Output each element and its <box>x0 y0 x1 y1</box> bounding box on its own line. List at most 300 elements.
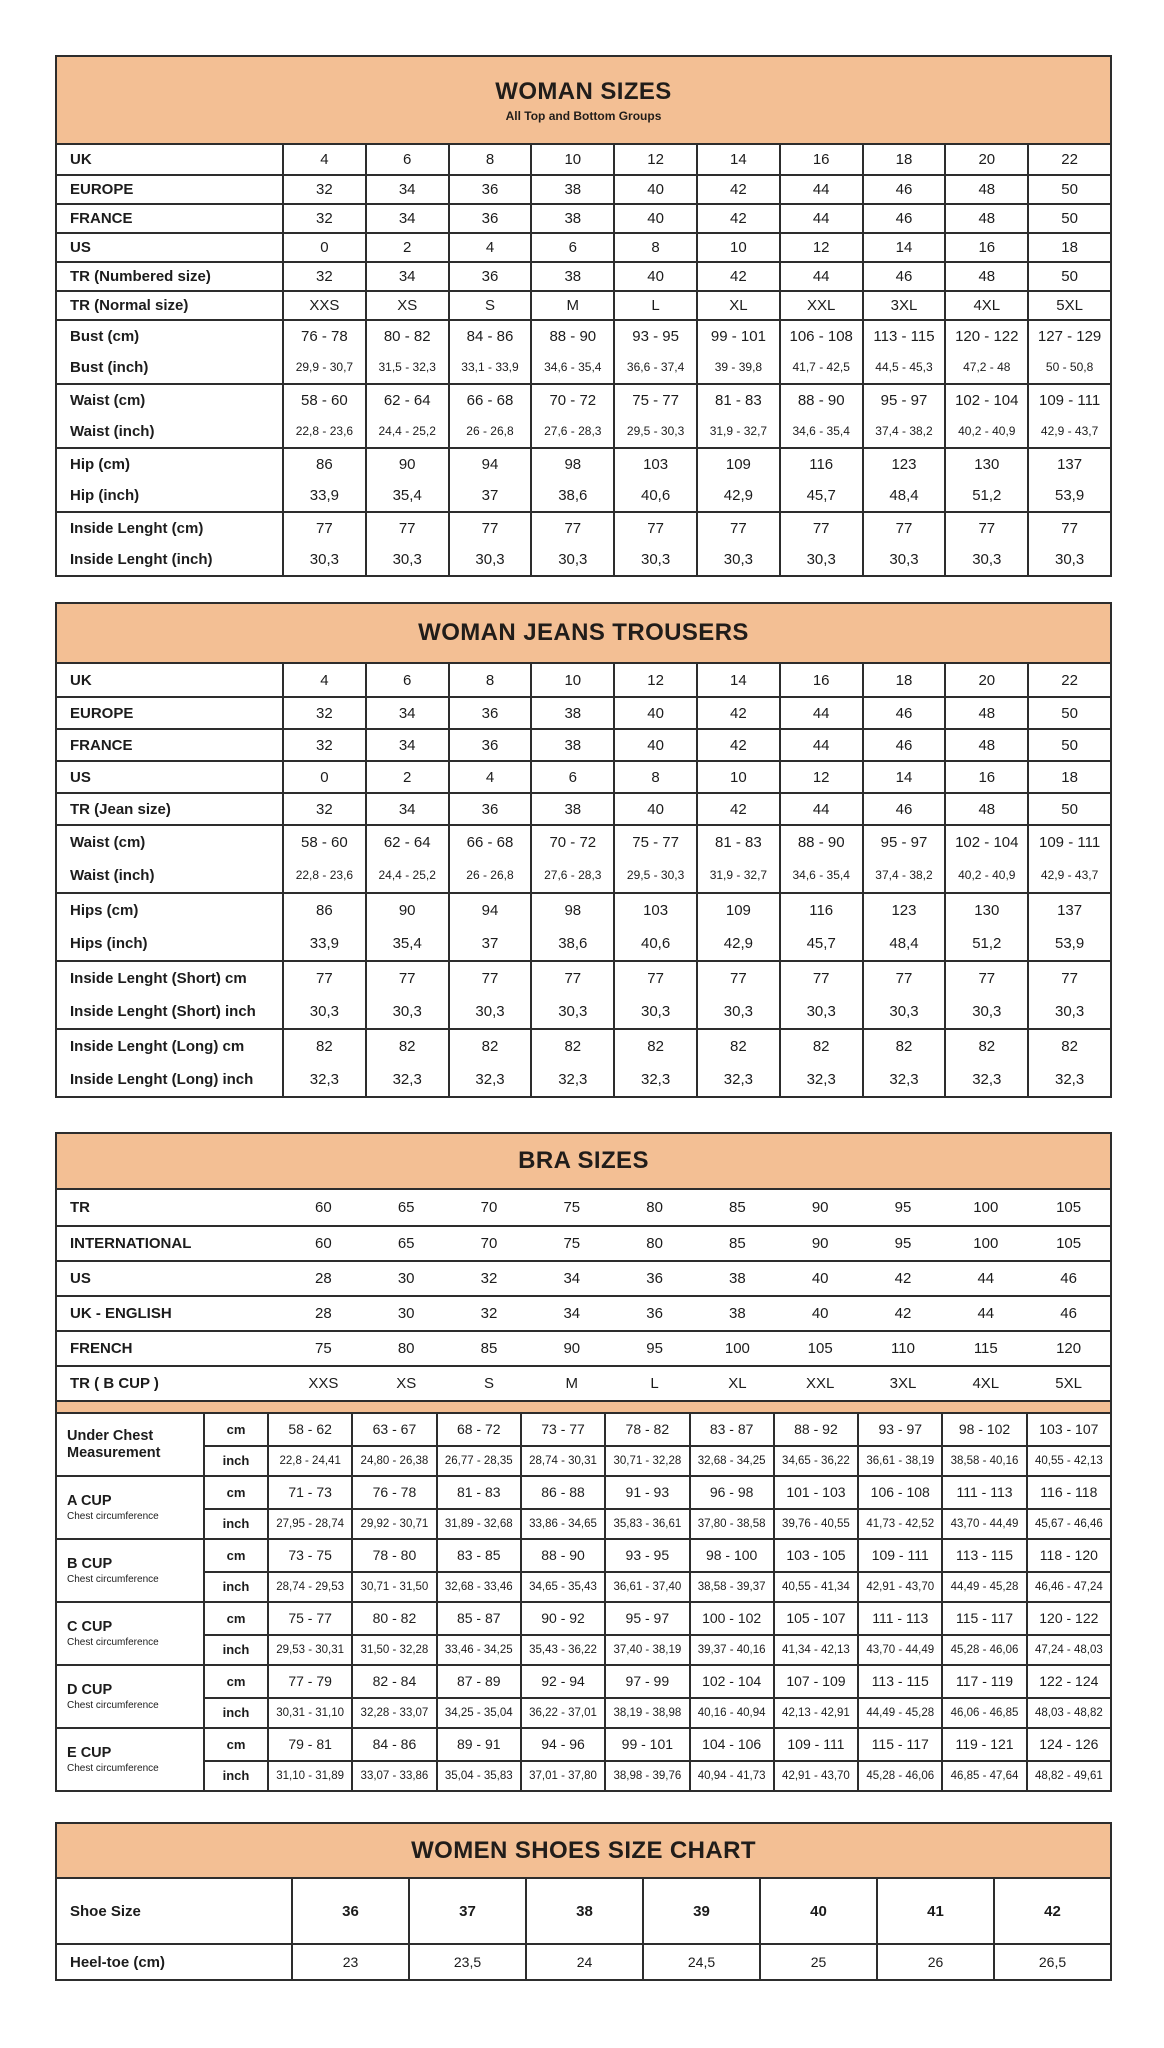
row-label: FRANCE <box>70 210 133 227</box>
size-value: 34 <box>365 698 448 728</box>
cup-cm-value: 71 - 73 <box>267 1477 351 1508</box>
size-value: 38,6 <box>530 479 613 511</box>
size-value: XS <box>396 1375 417 1392</box>
size-value: 14 <box>862 234 945 261</box>
women-shoes-table <box>55 1822 1112 1981</box>
size-value: 75 <box>563 1235 581 1252</box>
cup-cm-value: 103 - 105 <box>773 1540 857 1571</box>
size-value: 14 <box>696 664 779 696</box>
size-value: 46 <box>862 263 945 290</box>
size-value: 37,4 - 38,2 <box>862 858 945 892</box>
size-value: 5XL <box>1055 1375 1082 1392</box>
size-value: 50 - 50,8 <box>1027 351 1110 383</box>
size-value: 8 <box>448 664 531 696</box>
size-value: 95 <box>894 1235 912 1252</box>
size-value: 34 <box>365 263 448 290</box>
cup-inch-value: 31,50 - 32,28 <box>351 1634 435 1665</box>
size-value: 29,5 - 30,3 <box>613 858 696 892</box>
woman-sizes-subtitle: All Top and Bottom Groups <box>505 108 662 123</box>
row-label: FRENCH <box>70 1340 133 1357</box>
size-value: S <box>483 1375 494 1392</box>
size-value: 77 <box>365 513 448 543</box>
cup-cm-value: 95 - 97 <box>604 1603 688 1634</box>
cup-inch-value: 32,68 - 34,25 <box>689 1445 773 1476</box>
size-value: 27,6 - 28,3 <box>530 415 613 447</box>
size-value: 32,3 <box>365 1062 448 1096</box>
size-value: 10 <box>696 234 779 261</box>
size-row-inside-lenght-short-inch <box>57 994 1110 1028</box>
size-value: 77 <box>696 513 779 543</box>
size-row-heel-toe-cm <box>57 1943 1110 1979</box>
size-value: 77 <box>613 962 696 994</box>
cup-inch-value: 42,13 - 42,91 <box>773 1697 857 1728</box>
cup-inch-value: 42,91 - 43,70 <box>773 1760 857 1791</box>
size-value: 98 <box>530 894 613 926</box>
size-value: 36 <box>448 698 531 728</box>
size-value: 116 <box>779 449 862 479</box>
cup-cm-value: 84 - 86 <box>351 1729 435 1760</box>
size-value: 37 <box>448 926 531 960</box>
cup-cm-value: 96 - 98 <box>689 1477 773 1508</box>
size-value: 44 <box>977 1270 995 1287</box>
cup-cm-value: 107 - 109 <box>773 1666 857 1697</box>
bra-sizes-header <box>57 1134 1110 1190</box>
size-value: 82 <box>1027 1030 1110 1062</box>
size-row-waist-cm <box>57 824 1110 858</box>
size-value: 30,3 <box>530 543 613 575</box>
size-value: 77 <box>944 513 1027 543</box>
size-value: 102 - 104 <box>944 385 1027 415</box>
size-value: 22 <box>1027 664 1110 696</box>
cup-inch-value: 46,85 - 47,64 <box>941 1760 1025 1791</box>
size-value: 38 <box>530 730 613 760</box>
cup-inch-value: 30,71 - 32,28 <box>604 1445 688 1476</box>
row-label: TR ( B CUP ) <box>70 1375 159 1392</box>
cup-inch-value: 40,16 - 40,94 <box>689 1697 773 1728</box>
size-value: 30,3 <box>944 543 1027 575</box>
cup-label <box>57 1729 203 1790</box>
cup-cm-value: 90 - 92 <box>520 1603 604 1634</box>
size-value: 88 - 90 <box>779 826 862 858</box>
size-value: 120 <box>1056 1340 1082 1357</box>
size-value: 40 <box>613 263 696 290</box>
size-value: 0 <box>282 234 365 261</box>
size-value: 37 <box>408 1879 525 1943</box>
row-label: Hip (cm) <box>70 455 130 473</box>
row-label: UK <box>70 151 92 168</box>
size-value: 40 <box>613 794 696 824</box>
size-value: 95 <box>894 1199 912 1216</box>
cup-cm-value: 89 - 91 <box>436 1729 520 1760</box>
size-value: 20 <box>944 145 1027 174</box>
size-value: 46 <box>1060 1305 1077 1322</box>
size-row-uk <box>57 664 1110 696</box>
size-value: 12 <box>779 762 862 792</box>
size-value: L <box>613 292 696 319</box>
size-value: 44 <box>779 176 862 203</box>
size-row-hip-inch <box>57 479 1110 511</box>
cup-label-main: Under Chest Measurement <box>67 1427 161 1461</box>
cup-inch-value: 45,28 - 46,06 <box>941 1634 1025 1665</box>
cup-inch-value: 24,80 - 26,38 <box>351 1445 435 1476</box>
cup-label <box>57 1477 203 1538</box>
size-value: 34 <box>365 205 448 232</box>
size-value: 77 <box>696 962 779 994</box>
size-value: 8 <box>613 234 696 261</box>
cup-cm-value: 98 - 100 <box>689 1540 773 1571</box>
cup-cm-value: 85 - 87 <box>436 1603 520 1634</box>
size-row-uk <box>57 145 1110 174</box>
cup-label <box>57 1603 203 1664</box>
size-value: 4 <box>448 234 531 261</box>
size-value: 77 <box>448 962 531 994</box>
size-value: 10 <box>530 664 613 696</box>
cup-inch-value: 34,65 - 36,22 <box>773 1445 857 1476</box>
cup-cm-value: 117 - 119 <box>941 1666 1025 1697</box>
cup-inch-value: 37,40 - 38,19 <box>604 1634 688 1665</box>
size-value: 36 <box>448 205 531 232</box>
unit-inch-label: inch <box>203 1445 267 1476</box>
size-value: 16 <box>944 234 1027 261</box>
size-value: 30,3 <box>779 994 862 1028</box>
cup-inch-value: 36,22 - 37,01 <box>520 1697 604 1728</box>
size-value: 35,4 <box>365 926 448 960</box>
size-value: 77 <box>862 962 945 994</box>
woman-jeans-table <box>55 602 1112 1098</box>
size-row-hip-cm <box>57 447 1110 479</box>
size-value: 14 <box>862 762 945 792</box>
size-value: 40 <box>759 1879 876 1943</box>
size-row-shoe-size <box>57 1879 1110 1943</box>
size-value: 36 <box>448 730 531 760</box>
cup-cm-value: 100 - 102 <box>689 1603 773 1634</box>
row-label: US <box>70 1270 91 1287</box>
size-value: 130 <box>944 449 1027 479</box>
size-value: 40 <box>613 176 696 203</box>
cup-group-b-cup <box>57 1538 1110 1601</box>
size-value: 30,3 <box>696 543 779 575</box>
cup-inch-value: 38,58 - 39,37 <box>689 1571 773 1602</box>
size-value: 70 <box>480 1235 498 1252</box>
size-value: 85 <box>729 1235 746 1252</box>
cup-group-under-chest-measurement <box>57 1414 1110 1475</box>
cup-label-main: B CUP <box>67 1556 113 1573</box>
row-label: EUROPE <box>70 181 134 198</box>
size-value: 105 <box>1056 1199 1082 1216</box>
size-value: 70 - 72 <box>530 826 613 858</box>
size-value: 50 <box>1027 698 1110 728</box>
size-value: 62 - 64 <box>365 826 448 858</box>
size-value: 80 <box>397 1340 415 1357</box>
cup-inch-value: 31,10 - 31,89 <box>267 1760 351 1791</box>
size-value: 8 <box>448 145 531 174</box>
size-value: 82 <box>530 1030 613 1062</box>
size-row-waist-inch <box>57 858 1110 892</box>
cup-cm-value: 88 - 90 <box>520 1540 604 1571</box>
cup-inch-value: 39,76 - 40,55 <box>773 1508 857 1539</box>
size-value: 38 <box>525 1879 642 1943</box>
row-label: Heel-toe (cm) <box>70 1953 166 1971</box>
size-value: 36,6 - 37,4 <box>613 351 696 383</box>
cup-cm-value: 94 - 96 <box>520 1729 604 1760</box>
size-value: 58 - 60 <box>282 385 365 415</box>
size-value: 16 <box>779 664 862 696</box>
size-value: 120 - 122 <box>944 321 1027 351</box>
size-row-us <box>57 760 1110 792</box>
size-value: 95 - 97 <box>862 826 945 858</box>
size-value: 6 <box>365 145 448 174</box>
size-value: 60 <box>315 1235 332 1252</box>
size-value: 77 <box>282 513 365 543</box>
cup-cm-value: 120 - 122 <box>1026 1603 1110 1634</box>
unit-inch-label: inch <box>203 1760 267 1791</box>
size-row-waist-inch <box>57 415 1110 447</box>
size-value: 40 <box>811 1305 829 1322</box>
size-value: 0 <box>282 762 365 792</box>
size-value: 32 <box>282 263 365 290</box>
cup-inch-value: 27,95 - 28,74 <box>267 1508 351 1539</box>
size-value: 36 <box>646 1305 663 1322</box>
size-value: 80 <box>646 1199 663 1216</box>
size-row-waist-cm <box>57 383 1110 415</box>
size-value: 38 <box>729 1270 746 1287</box>
size-value: 36 <box>448 263 531 290</box>
cup-inch-value: 29,53 - 30,31 <box>267 1634 351 1665</box>
size-value: 22,8 - 23,6 <box>282 415 365 447</box>
unit-inch-label: inch <box>203 1508 267 1539</box>
size-value: 82 <box>944 1030 1027 1062</box>
cup-inch-value: 28,74 - 30,31 <box>520 1445 604 1476</box>
row-label: Hip (inch) <box>70 486 140 504</box>
cup-inch-value: 33,07 - 33,86 <box>351 1760 435 1791</box>
cup-cm-value: 101 - 103 <box>773 1477 857 1508</box>
size-row-hips-cm <box>57 892 1110 926</box>
cup-cm-value: 106 - 108 <box>857 1477 941 1508</box>
size-value: 14 <box>696 145 779 174</box>
cup-cm-value: 109 - 111 <box>773 1729 857 1760</box>
size-row-france <box>57 728 1110 760</box>
cup-label-sub: Chest circumference <box>67 1762 159 1774</box>
size-value: 32,3 <box>282 1062 365 1096</box>
size-row-inside-lenght-long-cm <box>57 1028 1110 1062</box>
size-value: 116 <box>779 894 862 926</box>
size-value: 42 <box>696 205 779 232</box>
woman-jeans-header <box>57 604 1110 664</box>
row-label: FRANCE <box>70 736 133 754</box>
cup-inch-value: 41,34 - 42,13 <box>773 1634 857 1665</box>
size-value: 77 <box>530 513 613 543</box>
size-value: 77 <box>944 962 1027 994</box>
size-value: 85 <box>480 1340 498 1357</box>
size-row-tr-jean-size <box>57 792 1110 824</box>
size-value: 46 <box>862 205 945 232</box>
size-value: 3XL <box>889 1375 917 1392</box>
size-value: 42 <box>993 1879 1110 1943</box>
size-value: 77 <box>448 513 531 543</box>
cup-inch-value: 40,55 - 41,34 <box>773 1571 857 1602</box>
size-value: 77 <box>1027 962 1110 994</box>
size-row-inside-lenght-short-cm <box>57 960 1110 994</box>
size-value: 12 <box>613 664 696 696</box>
unit-cm-label: cm <box>203 1540 267 1571</box>
size-value: 45,7 <box>779 926 862 960</box>
size-value: 32 <box>480 1270 498 1287</box>
cup-cm-value: 63 - 67 <box>351 1414 435 1445</box>
size-value: 34 <box>563 1305 581 1322</box>
size-value: 50 <box>1027 176 1110 203</box>
size-value: 48 <box>944 176 1027 203</box>
cup-cm-value: 104 - 106 <box>689 1729 773 1760</box>
cup-cm-value: 118 - 120 <box>1026 1540 1110 1571</box>
size-value: 44 <box>779 730 862 760</box>
size-value: 2 <box>365 762 448 792</box>
size-value: 88 - 90 <box>530 321 613 351</box>
size-value: 30,3 <box>696 994 779 1028</box>
size-value: 27,6 - 28,3 <box>530 858 613 892</box>
cup-cm-value: 116 - 118 <box>1026 1477 1110 1508</box>
size-value: 18 <box>862 145 945 174</box>
size-value: 22,8 - 23,6 <box>282 858 365 892</box>
size-value: 32,3 <box>944 1062 1027 1096</box>
size-value: 12 <box>613 145 696 174</box>
size-value: 113 - 115 <box>862 321 945 351</box>
size-value: 38 <box>530 263 613 290</box>
size-value: 75 <box>563 1199 581 1216</box>
size-value: 38 <box>530 205 613 232</box>
cup-label-sub: Chest circumference <box>67 1573 159 1585</box>
size-value: 82 <box>779 1030 862 1062</box>
size-row-inside-lenght-cm <box>57 511 1110 543</box>
size-value: 30,3 <box>1027 543 1110 575</box>
size-value: 40,2 - 40,9 <box>944 858 1027 892</box>
size-value: 46 <box>862 176 945 203</box>
unit-cm-label: cm <box>203 1666 267 1697</box>
size-value: 6 <box>365 664 448 696</box>
cup-label-main: A CUP <box>67 1493 112 1510</box>
size-value: 44 <box>779 205 862 232</box>
size-value: 77 <box>365 962 448 994</box>
cup-inch-value: 43,70 - 44,49 <box>941 1508 1025 1539</box>
size-value: 48 <box>944 794 1027 824</box>
size-value: 40 <box>613 698 696 728</box>
cup-inch-value: 32,28 - 33,07 <box>351 1697 435 1728</box>
bra-sizes-separator-bar <box>57 1400 1110 1414</box>
size-value: 37,4 - 38,2 <box>862 415 945 447</box>
woman-sizes-body <box>57 145 1110 575</box>
size-value: 81 - 83 <box>696 385 779 415</box>
women-shoes-title: WOMEN SHOES SIZE CHART <box>411 1836 756 1864</box>
size-row-inside-lenght-long-inch <box>57 1062 1110 1096</box>
size-value: 42 <box>696 698 779 728</box>
size-value: 48 <box>944 698 1027 728</box>
size-value: 16 <box>779 145 862 174</box>
size-value: 32 <box>480 1305 498 1322</box>
size-value: 23,5 <box>408 1945 525 1979</box>
cup-inch-value: 48,82 - 49,61 <box>1026 1760 1110 1791</box>
cup-inch-value: 35,83 - 36,61 <box>604 1508 688 1539</box>
size-value: 48 <box>944 263 1027 290</box>
size-value: 5XL <box>1027 292 1110 319</box>
size-value: 32,3 <box>779 1062 862 1096</box>
size-value: 94 <box>448 894 531 926</box>
size-value: 10 <box>696 762 779 792</box>
size-value: 42,9 <box>696 479 779 511</box>
cup-inch-value: 34,25 - 35,04 <box>436 1697 520 1728</box>
cup-cm-value: 115 - 117 <box>857 1729 941 1760</box>
size-value: 42,9 - 43,7 <box>1027 858 1110 892</box>
cup-cm-value: 115 - 117 <box>941 1603 1025 1634</box>
size-value: 26 - 26,8 <box>448 415 531 447</box>
size-value: 70 - 72 <box>530 385 613 415</box>
size-value: 42 <box>696 176 779 203</box>
size-row-inside-lenght-inch <box>57 543 1110 575</box>
cup-inch-value: 31,89 - 32,68 <box>436 1508 520 1539</box>
size-value: 70 <box>480 1199 498 1216</box>
row-label: Waist (inch) <box>70 422 155 440</box>
size-value: 105 <box>1056 1235 1082 1252</box>
cup-inch-value: 45,67 - 46,46 <box>1026 1508 1110 1539</box>
size-value: 24 <box>525 1945 642 1979</box>
cup-inch-value: 30,31 - 31,10 <box>267 1697 351 1728</box>
size-value: 90 <box>365 894 448 926</box>
size-value: 34 <box>365 176 448 203</box>
size-value: 82 <box>613 1030 696 1062</box>
size-value: 99 - 101 <box>696 321 779 351</box>
size-value: 41,7 - 42,5 <box>779 351 862 383</box>
cup-inch-value: 37,01 - 37,80 <box>520 1760 604 1791</box>
row-label: Waist (cm) <box>70 391 146 409</box>
size-value: 44 <box>779 794 862 824</box>
row-label: Bust (inch) <box>70 358 149 376</box>
size-value: 32 <box>282 794 365 824</box>
size-value: 30,3 <box>1027 994 1110 1028</box>
cup-inch-value: 44,49 - 45,28 <box>857 1697 941 1728</box>
size-value: 32 <box>282 730 365 760</box>
size-value: 38,6 <box>530 926 613 960</box>
size-value: 66 - 68 <box>448 826 531 858</box>
size-value: XXL <box>779 292 862 319</box>
size-value: 39 <box>642 1879 759 1943</box>
size-value: 109 - 111 <box>1027 826 1110 858</box>
size-value: 4 <box>282 664 365 696</box>
size-value: 77 <box>530 962 613 994</box>
size-value: 33,9 <box>282 926 365 960</box>
size-value: 42,9 - 43,7 <box>1027 415 1110 447</box>
cup-group-c-cup <box>57 1601 1110 1664</box>
size-value: 38 <box>530 698 613 728</box>
size-value: 109 <box>696 449 779 479</box>
cup-inch-value: 43,70 - 44,49 <box>857 1634 941 1665</box>
size-value: 103 <box>613 449 696 479</box>
size-value: 58 - 60 <box>282 826 365 858</box>
size-value: 48 <box>944 205 1027 232</box>
cup-cm-value: 87 - 89 <box>436 1666 520 1697</box>
size-value: 44 <box>779 263 862 290</box>
size-row-tr <box>57 1190 1110 1225</box>
cup-cm-value: 83 - 87 <box>689 1414 773 1445</box>
size-row-tr-numbered-size <box>57 261 1110 290</box>
bra-sizes-cup-body <box>57 1414 1110 1790</box>
size-row-international <box>57 1225 1110 1260</box>
size-value: 16 <box>944 762 1027 792</box>
size-value: 66 - 68 <box>448 385 531 415</box>
size-value: 137 <box>1027 894 1110 926</box>
cup-cm-value: 77 - 79 <box>267 1666 351 1697</box>
cup-label-sub: Chest circumference <box>67 1636 159 1648</box>
row-label: Inside Lenght (Short) cm <box>70 969 247 987</box>
cup-inch-value: 30,71 - 31,50 <box>351 1571 435 1602</box>
size-value: M <box>565 1375 579 1392</box>
